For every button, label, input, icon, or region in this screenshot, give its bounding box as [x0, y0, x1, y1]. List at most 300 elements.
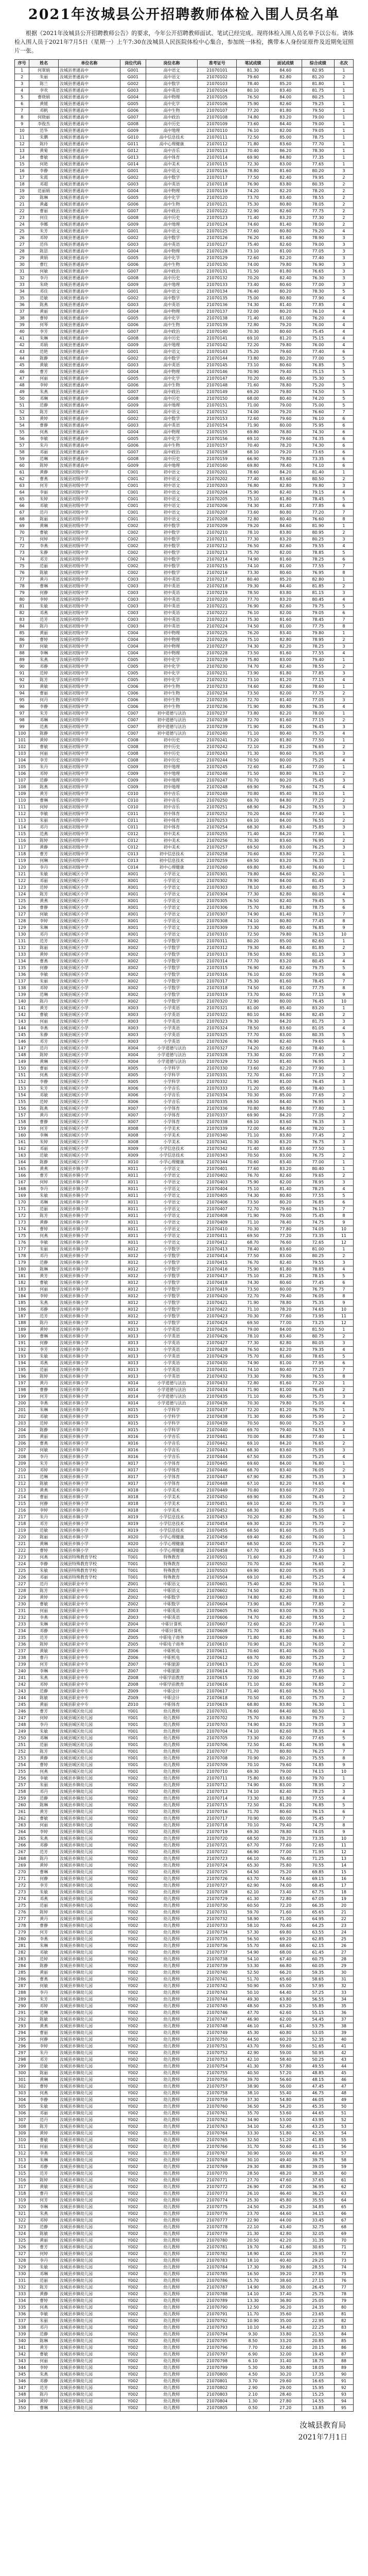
- cell-ticket-no: 21070141: [198, 335, 237, 342]
- cell-ticket-no: 21070403: [198, 1179, 237, 1186]
- cell-post-code: Y001: [120, 1762, 146, 1769]
- cell-index: 13: [15, 148, 29, 155]
- cell-index: 160: [15, 1132, 29, 1139]
- cell-index: 344: [15, 2365, 29, 2371]
- cell-name: 范丽: [29, 1206, 59, 1213]
- cell-post-name: 小学体育: [146, 1119, 197, 1126]
- cell-total-score: 77.25: [302, 1367, 334, 1374]
- cell-post-name: 小学英语: [146, 1374, 197, 1380]
- cell-rank: 8: [334, 1755, 353, 1762]
- table-row: [15, 1126, 354, 1132]
- cell-index: 209: [15, 1461, 29, 1467]
- cell-post-name: 幼儿教师: [146, 2191, 197, 2197]
- table-row: [15, 295, 354, 302]
- cell-index: 295: [15, 2037, 29, 2043]
- cell-total-score: 76.55: [302, 818, 334, 824]
- cell-written-score: 74.80: [237, 114, 269, 121]
- cell-interview-score: 82.60: [269, 1561, 302, 1568]
- cell-post-name: 小学数学: [146, 978, 197, 985]
- cell-total-score: 28.55: [302, 2264, 334, 2271]
- cell-ticket-no: 21070325: [198, 1032, 237, 1039]
- cell-index: 38: [15, 315, 29, 322]
- cell-interview-score: 81.20: [269, 1273, 302, 1280]
- cell-ticket-no: 21070788: [198, 2291, 237, 2298]
- cell-post-code: Y002: [120, 2284, 146, 2291]
- cell-index: 159: [15, 1126, 29, 1132]
- cell-post-code: Y002: [120, 2371, 146, 2378]
- table-row: [15, 289, 354, 295]
- cell-post-name: 小学英语: [146, 1005, 197, 1012]
- cell-index: 228: [15, 1588, 29, 1595]
- cell-name: 朱敏: [29, 871, 59, 878]
- cell-post-code: Y002: [120, 2358, 146, 2365]
- cell-post-code: C007: [120, 731, 146, 737]
- cell-name: 邓丽: [29, 449, 59, 456]
- cell-index: 208: [15, 1454, 29, 1461]
- cell-post-code: Y002: [120, 1809, 146, 1816]
- cell-written-score: 69.90: [237, 1112, 269, 1119]
- cell-total-score: 75.25: [302, 1541, 334, 1548]
- cell-rank: 85: [334, 2338, 353, 2345]
- cell-rank: 88: [334, 2358, 353, 2365]
- cell-unit: 汝城县职业中专: [58, 1635, 120, 1641]
- cell-unit: 汝城县乡镇幼儿园: [58, 1903, 120, 1909]
- cell-post-code: X020: [120, 1534, 146, 1541]
- cell-ticket-no: 21070220: [198, 597, 237, 603]
- cell-written-score: 70.50: [237, 1153, 269, 1159]
- cell-post-name: 幼儿教师: [146, 1929, 197, 1936]
- cell-post-code: Y002: [120, 1983, 146, 1990]
- cell-post-name: 初中英语: [146, 583, 197, 590]
- cell-rank: 19: [334, 1896, 353, 1903]
- cell-written-score: 72.50: [237, 134, 269, 141]
- cell-name: 陈琳: [29, 2338, 59, 2345]
- issuer-name: 汝城县教育局: [300, 2420, 346, 2430]
- cell-post-code: X014: [120, 1387, 146, 1394]
- cell-interview-score: 34.40: [269, 2325, 302, 2331]
- cell-index: 25: [15, 228, 29, 235]
- cell-ticket-no: 21070727: [198, 1883, 237, 1889]
- cell-unit: 汝城县初级中学: [58, 550, 120, 556]
- cell-name: 黄菊: [29, 148, 59, 155]
- cell-index: 306: [15, 2110, 29, 2117]
- cell-unit: 汝城县乡镇小学: [58, 1400, 120, 1407]
- cell-rank: 2: [334, 74, 353, 81]
- cell-post-code: Z003: [120, 1615, 146, 1621]
- cell-ticket-no: 21070445: [198, 1461, 237, 1467]
- cell-ticket-no: 21070415: [198, 1260, 237, 1266]
- cell-written-score: 18.90: [237, 2251, 269, 2258]
- cell-unit: 汝城县乡镇小学: [58, 1266, 120, 1273]
- cell-post-name: 小学科学: [146, 1407, 197, 1414]
- cell-rank: 5: [334, 362, 353, 369]
- cell-post-code: G002: [120, 81, 146, 88]
- cell-total-score: 77.40: [302, 1554, 334, 1561]
- cell-rank: 67: [334, 2217, 353, 2224]
- table-row: [15, 965, 354, 972]
- cell-index: 221: [15, 1541, 29, 1548]
- cell-ticket-no: 21070132: [198, 275, 237, 282]
- cell-interview-score: 79.20: [269, 449, 302, 456]
- cell-written-score: 72.30: [237, 161, 269, 168]
- cell-index: 129: [15, 925, 29, 931]
- cell-written-score: 76.90: [237, 965, 269, 972]
- cell-post-name: 初中地理: [146, 777, 197, 784]
- cell-written-score: 51.70: [237, 1976, 269, 1983]
- cell-ticket-no: 21070419: [198, 1286, 237, 1293]
- cell-post-name: 小学道德与法治: [146, 1387, 197, 1394]
- cell-written-score: 73.30: [237, 1795, 269, 1802]
- cell-ticket-no: 21070771: [198, 2177, 237, 2184]
- cell-interview-score: 82.80: [269, 1514, 302, 1521]
- cell-post-code: X012: [120, 1300, 146, 1307]
- cell-post-name: 小学道德与法治: [146, 1380, 197, 1387]
- cell-interview-score: 80.80: [269, 510, 302, 516]
- table-row: [15, 1876, 354, 1883]
- cell-unit: 汝城县城区小学: [58, 1139, 120, 1146]
- cell-total-score: 77.90: [302, 1065, 334, 1072]
- table-row: [15, 1146, 354, 1153]
- cell-unit: 汝城县普通高中: [58, 195, 120, 201]
- cell-name: 邓丹: [29, 931, 59, 938]
- cell-unit: 汝城县普通高中: [58, 228, 120, 235]
- cell-name: 李丹: [29, 1454, 59, 1461]
- cell-post-code: G002: [120, 416, 146, 422]
- table-row: [15, 985, 354, 992]
- cell-total-score: 78.85: [302, 550, 334, 556]
- cell-name: 范琳: [29, 992, 59, 998]
- cell-total-score: 78.75: [302, 134, 334, 141]
- cell-ticket-no: 21070611: [198, 1648, 237, 1655]
- cell-rank: 6: [334, 503, 353, 510]
- cell-ticket-no: 21070114: [198, 155, 237, 161]
- cell-name: 曹静: [29, 905, 59, 911]
- cell-unit: 汝城县乡镇幼儿园: [58, 2130, 120, 2137]
- cell-name: 李敏: [29, 2311, 59, 2318]
- table-row: [15, 1956, 354, 1963]
- cell-post-name: 幼儿教师: [146, 2392, 197, 2398]
- cell-unit: 汝城县初级中学: [58, 643, 120, 650]
- cell-written-score: 20.50: [237, 2238, 269, 2244]
- cell-post-name: 中职计算机: [146, 1628, 197, 1635]
- table-row: [15, 1507, 354, 1514]
- table-row: [15, 1079, 354, 1086]
- cell-post-code: Y002: [120, 2271, 146, 2278]
- cell-interview-score: 82.00: [269, 1541, 302, 1548]
- cell-written-score: 73.30: [237, 1374, 269, 1380]
- cell-post-code: X003: [120, 1019, 146, 1025]
- cell-index: 339: [15, 2331, 29, 2338]
- table-row: [15, 1313, 354, 1320]
- cell-name: 范丹: [29, 2117, 59, 2124]
- cell-name: 何婷: [29, 2251, 59, 2258]
- cell-interview-score: 65.00: [269, 1983, 302, 1990]
- cell-interview-score: 80.60: [269, 362, 302, 369]
- cell-interview-score: 80.00: [269, 422, 302, 429]
- cell-rank: 5: [334, 382, 353, 389]
- cell-unit: 汝城县普通高中: [58, 309, 120, 315]
- cell-index: 311: [15, 2144, 29, 2150]
- cell-post-code: G002: [120, 175, 146, 181]
- cell-unit: 汝城县乡镇幼儿园: [58, 1896, 120, 1903]
- cell-total-score: 80.40: [302, 1166, 334, 1173]
- cell-post-name: 小学信息技术: [146, 1528, 197, 1534]
- cell-unit: 汝城县普通高中: [58, 168, 120, 175]
- cell-post-name: 幼儿教师: [146, 1728, 197, 1735]
- cell-name: 黄芳: [29, 2345, 59, 2351]
- cell-unit: 汝城县乡镇幼儿园: [58, 2023, 120, 2030]
- cell-name: 陈婷: [29, 1052, 59, 1059]
- cell-post-code: C002: [120, 556, 146, 563]
- cell-name: 范芳: [29, 938, 59, 945]
- cell-rank: 1: [334, 121, 353, 128]
- cell-post-name: 小学美术: [146, 1501, 197, 1507]
- cell-index: 1: [15, 67, 29, 74]
- cell-rank: 4: [334, 1400, 353, 1407]
- cell-interview-score: 81.20: [269, 1802, 302, 1809]
- cell-total-score: 18.75: [302, 2358, 334, 2365]
- cell-total-score: 75.95: [302, 1447, 334, 1454]
- cell-ticket-no: 21070785: [198, 2271, 237, 2278]
- cell-unit: 汝城县初级中学: [58, 724, 120, 731]
- cell-written-score: 30.10: [237, 2157, 269, 2164]
- cell-post-name: 初中化学: [146, 677, 197, 684]
- cell-unit: 汝城县初级中学: [58, 496, 120, 503]
- cell-rank: 1: [334, 1775, 353, 1782]
- cell-written-score: 72.50: [237, 1802, 269, 1809]
- cell-post-code: Y002: [120, 1923, 146, 1929]
- cell-post-name: 幼儿教师: [146, 2157, 197, 2164]
- cell-post-code: G006: [120, 382, 146, 389]
- table-row: [15, 2231, 354, 2238]
- table-row: [15, 623, 354, 630]
- cell-interview-score: 79.20: [269, 322, 302, 329]
- cell-total-score: 76.05: [302, 1467, 334, 1474]
- cell-rank: 1: [334, 1648, 353, 1655]
- cell-name: 李琳: [29, 650, 59, 657]
- cell-post-code: X001: [120, 925, 146, 931]
- cell-written-score: 69.20: [237, 389, 269, 396]
- cell-unit: 汝城县乡镇幼儿园: [58, 1862, 120, 1869]
- cell-interview-score: 79.60: [269, 349, 302, 355]
- cell-interview-score: 81.40: [269, 1742, 302, 1749]
- cell-unit: 汝城县初级中学: [58, 831, 120, 838]
- cell-ticket-no: 21070610: [198, 1641, 237, 1648]
- cell-rank: 2: [334, 1668, 353, 1675]
- cell-name: 李敏: [29, 972, 59, 978]
- cell-post-name: 初中语文: [146, 516, 197, 523]
- cell-unit: 汝城县初级中学: [58, 771, 120, 777]
- cell-written-score: 74.30: [237, 302, 269, 309]
- cell-interview-score: 85.00: [269, 938, 302, 945]
- cell-ticket-no: 21070794: [198, 2331, 237, 2338]
- cell-ticket-no: 21070439: [198, 1420, 237, 1427]
- cell-index: 262: [15, 1816, 29, 1822]
- cell-written-score: 35.70: [237, 2110, 269, 2117]
- cell-written-score: 68.30: [237, 1507, 269, 1514]
- cell-total-score: 77.50: [302, 1146, 334, 1153]
- cell-name: 朱丹: [29, 1514, 59, 1521]
- cell-post-name: 初中化学: [146, 664, 197, 670]
- cell-rank: 3: [334, 670, 353, 677]
- table-row: [15, 1708, 354, 1715]
- cell-unit: 汝城县普通高中: [58, 443, 120, 449]
- cell-rank: 17: [334, 1883, 353, 1889]
- cell-written-score: 30.90: [237, 2150, 269, 2157]
- cell-ticket-no: 21070708: [198, 1755, 237, 1762]
- cell-total-score: 78.40: [302, 1086, 334, 1092]
- cell-index: 239: [15, 1662, 29, 1668]
- table-row: [15, 121, 354, 128]
- cell-written-score: 74.20: [237, 1045, 269, 1052]
- cell-name: 邓琳: [29, 396, 59, 402]
- cell-post-code: Y001: [120, 1749, 146, 1755]
- cell-name: 陈婷: [29, 2177, 59, 2184]
- cell-ticket-no: 21070215: [198, 563, 237, 570]
- cell-post-code: X002: [120, 972, 146, 978]
- cell-post-code: C004: [120, 630, 146, 637]
- cell-name: 朱静: [29, 550, 59, 556]
- cell-post-code: Y002: [120, 1916, 146, 1923]
- cell-total-score: 78.45: [302, 617, 334, 623]
- cell-name: 曹丽: [29, 690, 59, 697]
- cell-interview-score: 84.20: [269, 1112, 302, 1119]
- cell-rank: 7: [334, 1816, 353, 1822]
- cell-written-score: 71.00: [237, 402, 269, 409]
- cell-total-score: 41.15: [302, 2144, 334, 2150]
- cell-ticket-no: 21070113: [198, 148, 237, 155]
- cell-interview-score: 81.60: [269, 1628, 302, 1635]
- cell-written-score: 55.70: [237, 1943, 269, 1950]
- cell-post-code: G008: [120, 215, 146, 222]
- cell-total-score: 76.85: [302, 1199, 334, 1206]
- cell-post-code: C006: [120, 704, 146, 710]
- table-row: [15, 376, 354, 382]
- cell-rank: 3: [334, 590, 353, 597]
- cell-total-score: 74.55: [302, 1548, 334, 1554]
- table-row: [15, 536, 354, 543]
- cell-written-score: 73.60: [237, 1065, 269, 1072]
- cell-name: 黄琳: [29, 2077, 59, 2083]
- cell-ticket-no: 21070709: [198, 1762, 237, 1769]
- cell-post-name: 小学音乐: [146, 1440, 197, 1447]
- cell-post-code: X013: [120, 1347, 146, 1353]
- cell-index: 204: [15, 1427, 29, 1434]
- cell-total-score: 75.35: [302, 1300, 334, 1307]
- cell-total-score: 79.45: [302, 898, 334, 905]
- cell-ticket-no: 21070316: [198, 972, 237, 978]
- cell-name: 陈丽: [29, 2070, 59, 2077]
- cell-unit: 汝城县乡镇小学: [58, 1467, 120, 1474]
- cell-total-score: 77.15: [302, 1072, 334, 1079]
- cell-post-name: 中职机电: [146, 1648, 197, 1655]
- cell-ticket-no: 21070324: [198, 1025, 237, 1032]
- cell-unit: 汝城县乡镇小学: [58, 1179, 120, 1186]
- cell-post-code: Y002: [120, 1976, 146, 1983]
- cell-post-name: 幼儿教师: [146, 1789, 197, 1795]
- cell-ticket-no: 21070426: [198, 1333, 237, 1340]
- cell-total-score: 78.95: [302, 1782, 334, 1789]
- table-row: [15, 2392, 354, 2398]
- table-row: [15, 1588, 354, 1595]
- cell-written-score: 2.10: [237, 2392, 269, 2398]
- cell-post-code: X011: [120, 1173, 146, 1179]
- cell-unit: 汝城县初级中学: [58, 764, 120, 771]
- cell-written-score: 76.10: [237, 128, 269, 134]
- cell-post-name: 幼儿教师: [146, 1755, 197, 1762]
- cell-ticket-no: 21070256: [198, 838, 237, 844]
- cell-name: 黄静: [29, 1219, 59, 1226]
- cell-unit: 汝城县普通高中: [58, 282, 120, 289]
- table-row: [15, 2124, 354, 2130]
- cell-post-name: 高中数学: [146, 235, 197, 242]
- cell-interview-score: 56.00: [269, 2083, 302, 2090]
- cell-index: 292: [15, 2016, 29, 2023]
- cell-interview-score: 84.40: [269, 945, 302, 952]
- cell-total-score: 75.75: [302, 1501, 334, 1507]
- cell-post-code: C007: [120, 717, 146, 724]
- cell-name: 黄琳: [29, 1541, 59, 1548]
- cell-interview-score: 81.60: [269, 650, 302, 657]
- cell-interview-score: 84.20: [269, 804, 302, 811]
- table-row: [15, 1045, 354, 1052]
- cell-total-score: 75.75: [302, 1394, 334, 1400]
- cell-written-score: 74.30: [237, 1193, 269, 1199]
- cell-written-score: 74.90: [237, 1722, 269, 1728]
- table-row: [15, 2191, 354, 2197]
- cell-post-code: Y002: [120, 2137, 146, 2144]
- cell-interview-score: 40.40: [269, 2258, 302, 2264]
- cell-post-name: 小学道德与法治: [146, 1059, 197, 1065]
- cell-post-code: Z006: [120, 1655, 146, 1662]
- cell-post-name: 小学英语: [146, 1025, 197, 1032]
- table-row: [15, 717, 354, 724]
- cell-post-code: Y002: [120, 1889, 146, 1896]
- cell-interview-score: 81.60: [269, 717, 302, 724]
- cell-ticket-no: 21070412: [198, 1240, 237, 1246]
- cell-total-score: 76.65: [302, 744, 334, 751]
- cell-index: 126: [15, 905, 29, 911]
- cell-ticket-no: 21070260: [198, 865, 237, 871]
- cell-interview-score: 78.20: [269, 1307, 302, 1313]
- cell-name: 陈芳: [29, 1749, 59, 1755]
- cell-name: 李丹: [29, 1186, 59, 1193]
- cell-name: 曹敏: [29, 1816, 59, 1822]
- cell-name: 黄琳: [29, 523, 59, 530]
- cell-rank: 2: [334, 1561, 353, 1568]
- table-row: [15, 871, 354, 878]
- cell-post-code: X002: [120, 938, 146, 945]
- cell-total-score: 75.75: [302, 1521, 334, 1528]
- cell-written-score: 77.60: [237, 228, 269, 235]
- cell-rank: 3: [334, 885, 353, 891]
- cell-interview-score: 82.20: [269, 1347, 302, 1353]
- cell-total-score: 82.45: [302, 1012, 334, 1019]
- cell-written-score: 42.90: [237, 2050, 269, 2057]
- cell-rank: 3: [334, 1394, 353, 1400]
- cell-total-score: 72.65: [302, 1240, 334, 1246]
- cell-written-score: 75.10: [237, 496, 269, 503]
- cell-interview-score: 30.20: [269, 2371, 302, 2378]
- cell-rank: 3: [334, 235, 353, 242]
- cell-written-score: 73.70: [237, 195, 269, 201]
- cell-post-code: Z003: [120, 1608, 146, 1615]
- cell-written-score: 73.30: [237, 570, 269, 577]
- cell-written-score: 75.70: [237, 1353, 269, 1360]
- cell-rank: 1: [334, 1487, 353, 1494]
- cell-ticket-no: 21070120: [198, 195, 237, 201]
- cell-total-score: 76.70: [302, 1407, 334, 1414]
